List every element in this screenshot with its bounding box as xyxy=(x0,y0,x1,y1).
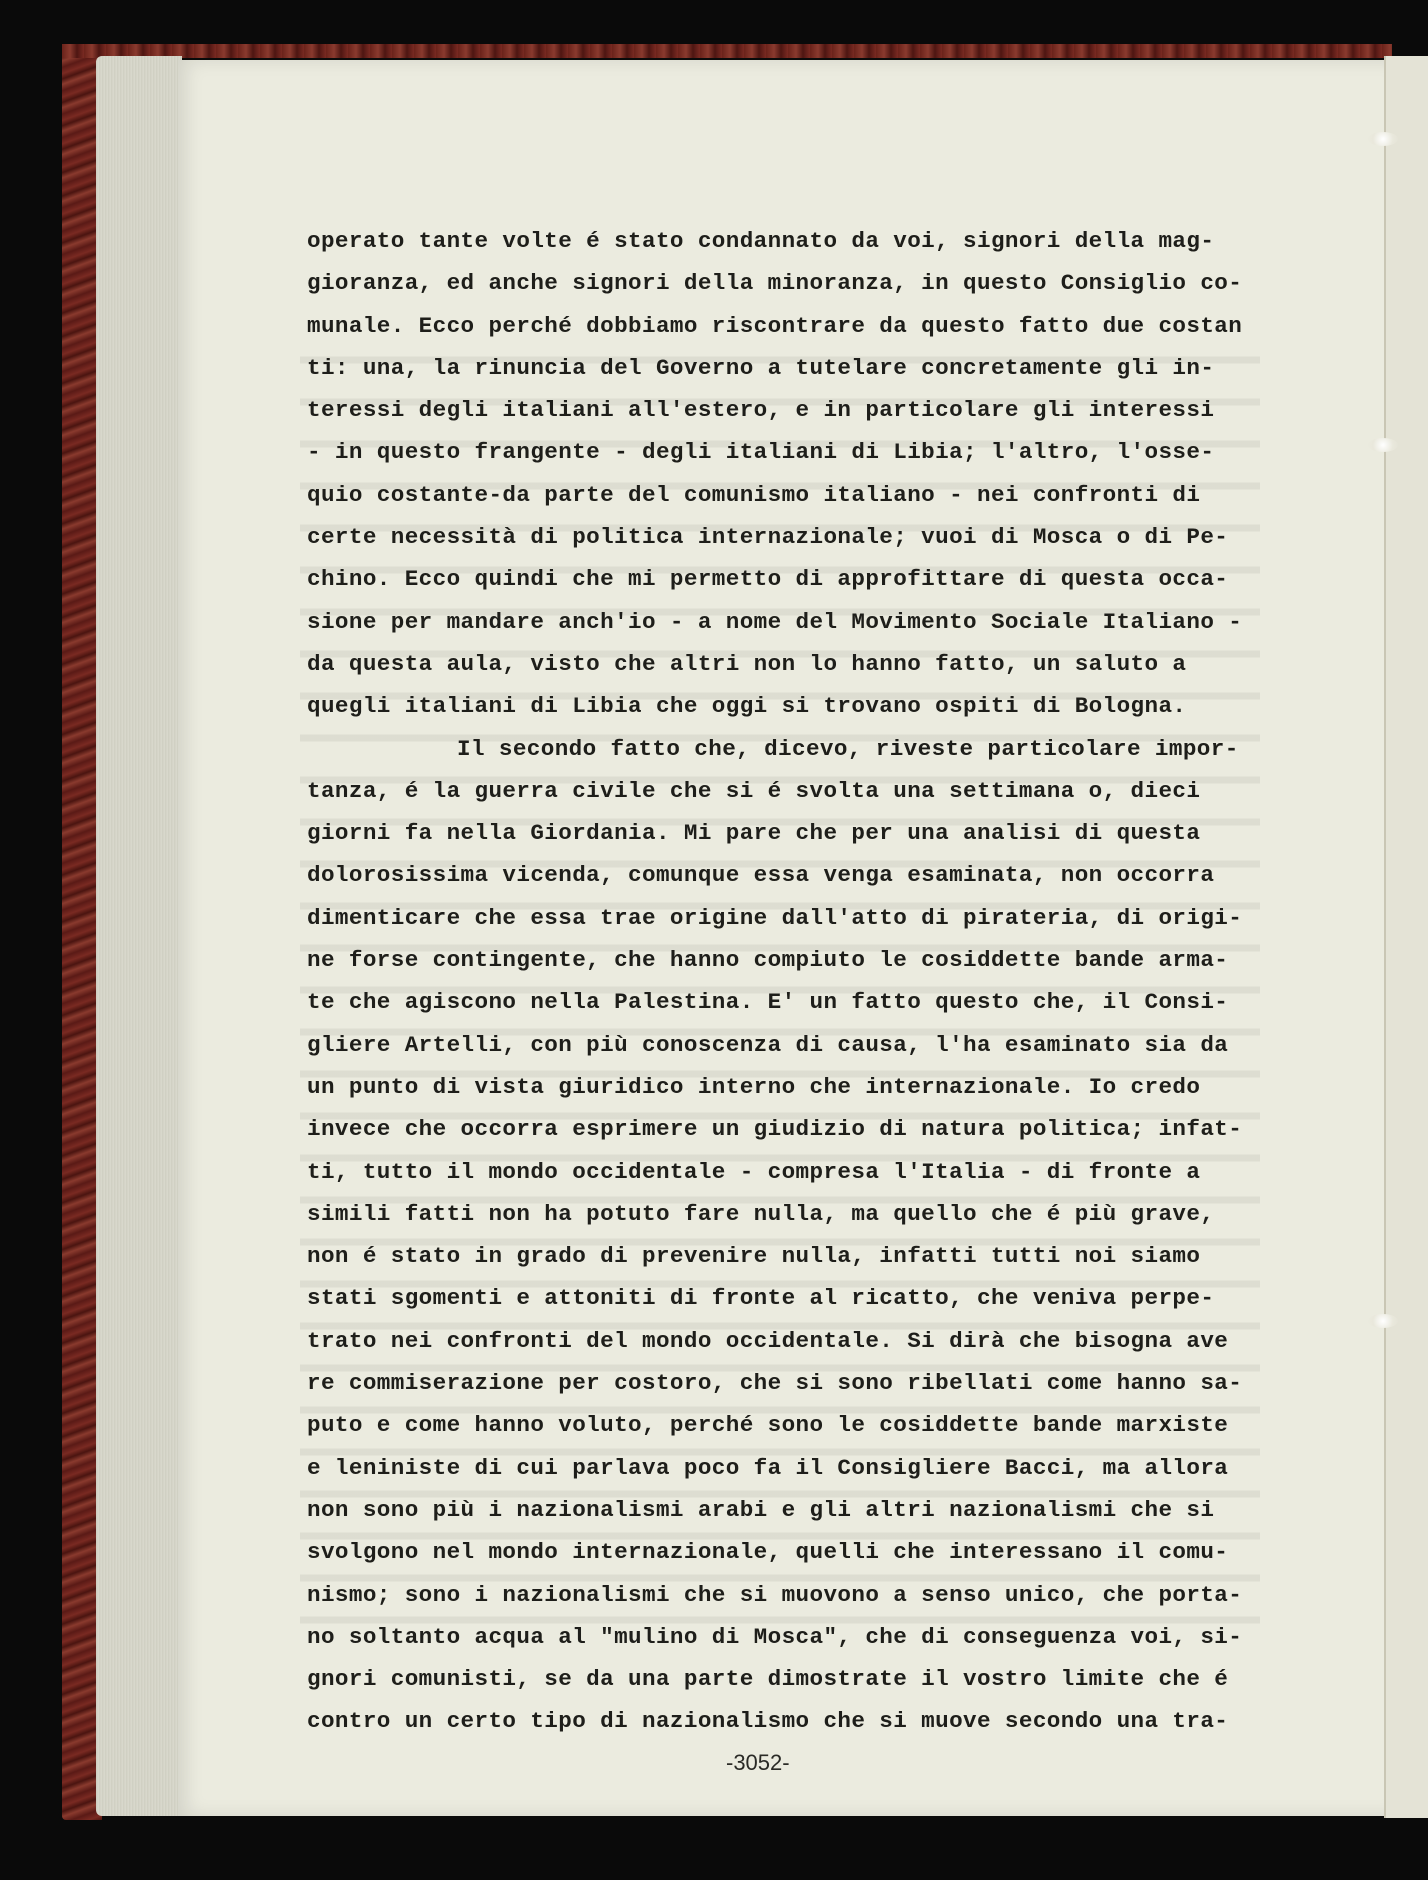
text-line: giorni fa nella Giordania. Mi pare che per una analisi di questa xyxy=(307,820,1201,847)
next-page-edge xyxy=(1384,56,1428,1818)
text-line: sione per mandare anch'io - a nome del Movimento Sociale Italiano - xyxy=(307,608,1243,635)
text-line: ne forse contingente, che hanno compiuto le cosiddette bande arma- xyxy=(307,947,1229,974)
page-stack xyxy=(96,56,182,1816)
text-line: re commiserazione per costoro, che si sono ribellati come hanno sa- xyxy=(307,1370,1243,1397)
text-line: svolgono nel mondo internazionale, quelli che interessano il comu- xyxy=(307,1539,1229,1566)
text-line: puto e come hanno voluto, perché sono le cosiddette bande marxiste xyxy=(307,1412,1229,1439)
text-line: ti: una, la rinuncia del Governo a tutelare concretamente gli in- xyxy=(307,354,1215,381)
book-top-edge xyxy=(62,44,1392,58)
text-line: operato tante volte é stato condannato da voi, signori della mag- xyxy=(307,228,1215,254)
text-line: gnori comunisti, se da una parte dimostrate il vostro limite che é xyxy=(307,1666,1229,1693)
binding-hole-icon xyxy=(1368,1314,1398,1328)
text-line: da questa aula, visto che altri non lo hanno fatto, un saluto a xyxy=(307,650,1187,677)
binding-hole-icon xyxy=(1368,438,1398,452)
page-number: -3052- xyxy=(726,1750,790,1775)
paragraph-start-line: Il secondo fatto che, dicevo, riveste particolare impor- xyxy=(457,735,1239,762)
text-line: non é stato in grado di prevenire nulla, infatti tutti noi siamo xyxy=(307,1243,1201,1270)
text-line: un punto di vista giuridico interno che internazionale. Io credo xyxy=(307,1073,1201,1100)
text-line: munale. Ecco perché dobbiamo riscontrare da questo fatto due costan xyxy=(307,312,1243,339)
text-line: e leniniste di cui parlava poco fa il Consigliere Bacci, ma allora xyxy=(307,1454,1229,1481)
text-line: no soltanto acqua al "mulino di Mosca", che di conseguenza voi, si- xyxy=(307,1623,1243,1650)
text-line: dolorosissima vicenda, comunque essa venga esaminata, non occorra xyxy=(307,862,1215,889)
text-line: ti, tutto il mondo occidentale - compresa l'Italia - di fronte a xyxy=(307,1158,1201,1185)
text-line: stati sgomenti e attoniti di fronte al ricatto, che veniva perpe- xyxy=(307,1285,1215,1312)
text-line: tanza, é la guerra civile che si é svolta una settimana o, dieci xyxy=(307,777,1201,804)
text-line: te che agiscono nella Palestina. E' un fatto questo che, il Consi- xyxy=(307,989,1229,1016)
text-line: chino. Ecco quindi che mi permetto di approfittare di questa occa- xyxy=(307,566,1229,593)
text-line: certe necessità di politica internazionale; vuoi di Mosca o di Pe- xyxy=(307,524,1229,551)
text-line: nismo; sono i nazionalismi che si muovono a senso unico, che porta- xyxy=(307,1581,1243,1608)
text-line: non sono più i nazionalismi arabi e gli altri nazionalismi che si xyxy=(307,1496,1215,1523)
text-line: simili fatti non ha potuto fare nulla, ma quello che é più grave, xyxy=(307,1200,1215,1227)
text-line: trato nei confronti del mondo occidentale. Si dirà che bisogna ave xyxy=(307,1327,1229,1354)
text-line: dimenticare che essa trae origine dall'atto di pirateria, di origi- xyxy=(307,904,1243,931)
text-line: gliere Artelli, con più conoscenza di causa, l'ha esaminato sia da xyxy=(307,1031,1229,1058)
binding-hole-icon xyxy=(1368,132,1398,146)
text-line: teressi degli italiani all'estero, e in particolare gli interessi xyxy=(307,397,1215,424)
text-line: quio costante-da parte del comunismo italiano - nei confronti di xyxy=(307,481,1201,508)
text-line: contro un certo tipo di nazionalismo che si muove secondo una tra- xyxy=(307,1708,1229,1735)
text-line: gioranza, ed anche signori della minoranza, in questo Consiglio co- xyxy=(307,270,1243,297)
text-line: - in questo frangente - degli italiani di Libia; l'altro, l'osse- xyxy=(307,439,1215,466)
text-line: invece che occorra esprimere un giudizio di natura politica; infat- xyxy=(307,1116,1243,1143)
typewritten-body xyxy=(307,220,1267,1743)
text-line: quegli italiani di Libia che oggi si trovano ospiti di Bologna. xyxy=(307,693,1187,720)
